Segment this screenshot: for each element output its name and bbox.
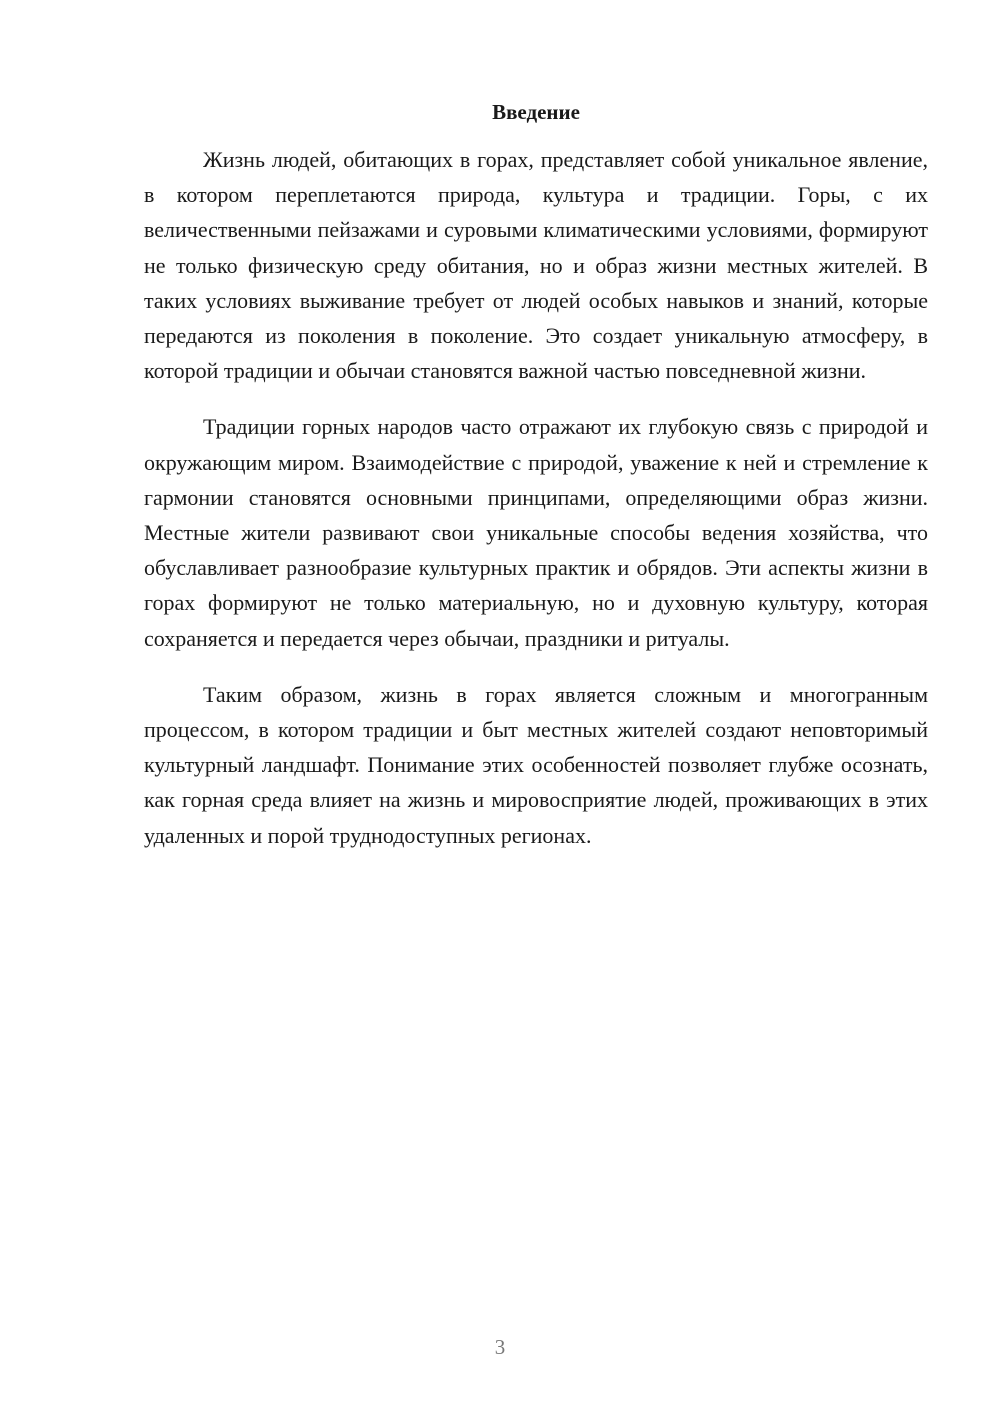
section-heading: Введение: [492, 100, 580, 124]
paragraph-1: Жизнь людей, обитающих в горах, представляет собой уникальное явление, в котором переплетаются природа, культура и традиции. Горы, с их величественными пейзажами и суровыми климатическими условиями, формируют не только физическую среду обитания, но и образ жизни местных жителей. В таких условиях выживание требует от людей особых навыков и знаний, которые передаются из поколения в поколение. Это создает уникальную атмосферу, в которой традиции и обычаи становятся важной частью повседневной жизни.: [144, 147, 928, 384]
body-text: [144, 142, 928, 874]
page-number: 3: [494, 1335, 506, 1359]
paragraph-3: Таким образом, жизнь в горах является сложным и многогранным процессом, в котором традиции и быт местных жителей создают неповторимый культурный ландшафт. Понимание этих особенностей позволяет глубже осознать, как горная среда влияет на жизнь и мировосприятие людей, проживающих в этих удаленных и порой труднодоступных регионах.: [144, 681, 928, 848]
paragraph-2: Традиции горных народов часто отражают их глубокую связь с природой и окружающим миром. Взаимодействие с природой, уважение к ней и стремление к гармонии становятся основными принципами, определяющими образ жизни. Местные жители развивают свои уникальные способы ведения хозяйства, что обуславливает разнообразие культурных практик и обрядов. Эти аспекты жизни в горах формируют не только материальную, но и духовную культуру, которая сохраняется и передается через обычаи, праздники и ритуалы.: [144, 414, 928, 651]
